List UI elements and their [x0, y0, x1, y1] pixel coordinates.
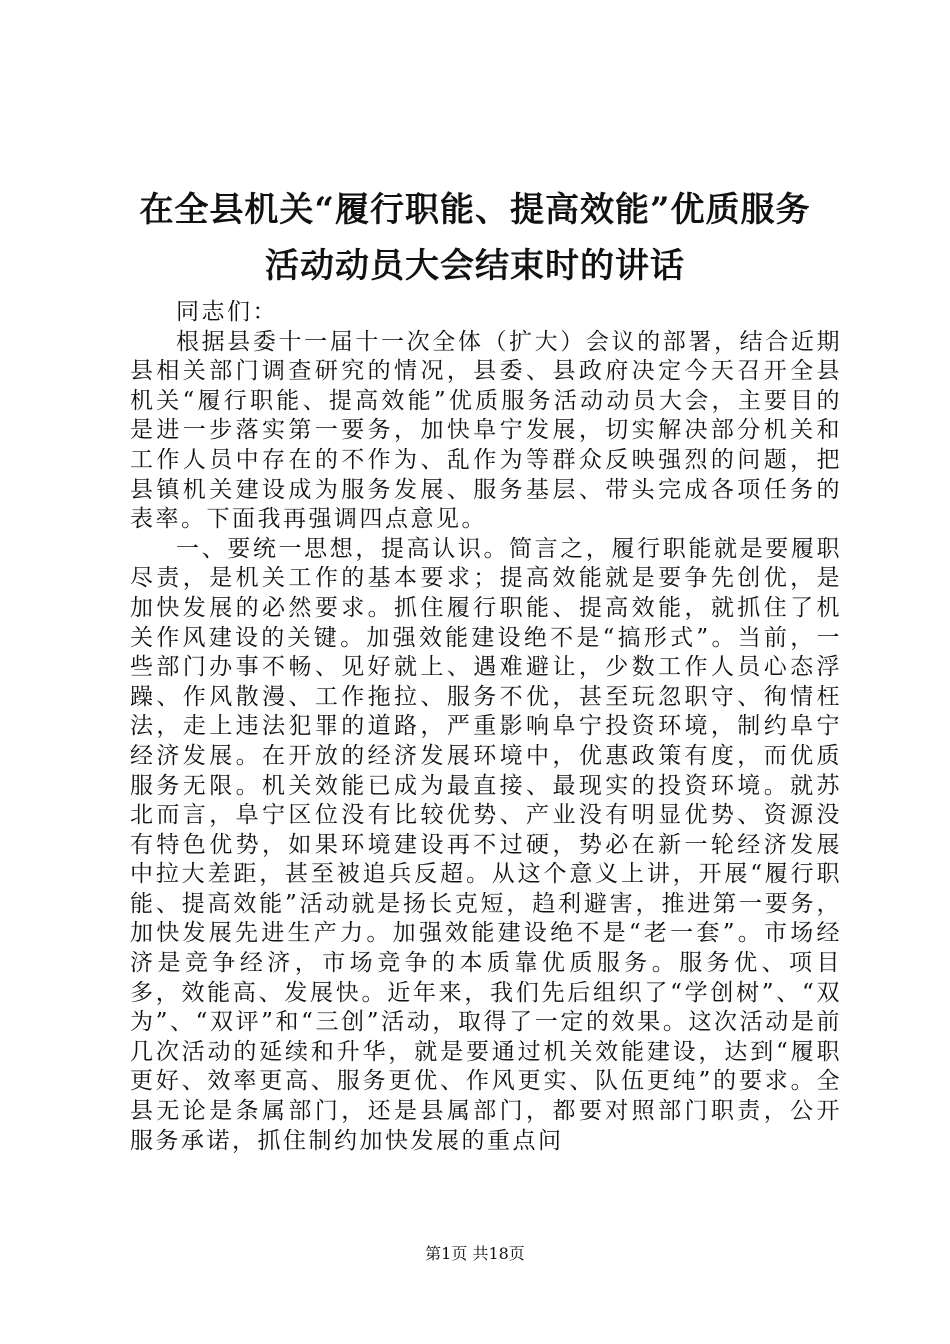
- body-paragraph: 根据县委十一届十一次全体（扩大）会议的部署，结合近期县相关部门调查研究的情况，县委、县政府决定今天召开全县机关“履行职能、提高效能”优质服务活动动员大会，主要目的是进一步落实第一要务，加快阜宁发展，切实解决部分机关和工作人员中存在的不作为、乱作为等群众反映强烈的问题，把县镇机关建设成为服务发展、服务基层、带头完成各项任务的表率。下面我再强调四点意见。: [130, 328, 842, 533]
- salutation-paragraph: 同志们：: [176, 299, 278, 325]
- document-title-line-1: 在全县机关“履行职能、提高效能”优质服务: [139, 190, 811, 230]
- page-footer: 第1页 共18页: [425, 1244, 525, 1263]
- body-paragraph: 一、要统一思想，提高认识。简言之，履行职能就是要履职尽责，是机关工作的基本要求；提高效能就是要争先创优，是加快发展的必然要求。抓住履行职能、提高效能，就抓住了机关作风建设的关键。加强效能建设绝不是“搞形式”。当前，一些部门办事不畅、见好就上、遇难避让，少数工作人员心态浮躁、作风散漫、工作拖拉、服务不优，甚至玩忽职守、徇情枉法，走上违法犯罪的道路，严重影响阜宁投资环境，制约阜宁经济发展。在开放的经济发展环境中，优惠政策有度，而优质服务无限。机关效能已成为最直接、最现实的投资环境。就苏北而言，阜宁区位没有比较优势、产业没有明显优势、资源没有特色优势，如果环境建设再不过硬，势必在新一轮经济发展中拉大差距，甚至被追兵反超。从这个意义上讲，开展“履行职能、提高效能”活动就是扬长克短，趋利避害，推进第一要务，加快发展先进生产力。加强效能建设绝不是“老一套”。市场经济是竞争经济，市场竞争的本质靠优质服务。服务优、项目多，效能高、发展快。近年来，我们先后组织了“学创树”、“双为”、“双评”和“三创”活动，取得了一定的效果。这次活动是前几次活动的延续和升华，就是要通过机关效能建设，达到“履职更好、效率更高、服务更优、作风更实、队伍更纯”的要求。全县无论是条属部门，还是县属部门，都要对照部门职责，公开服务承诺，抓住制约加快发展的重点问: [130, 535, 842, 1154]
- document-title-line-2: 活动动员大会结束时的讲话: [265, 246, 685, 286]
- document-body: [130, 298, 842, 1156]
